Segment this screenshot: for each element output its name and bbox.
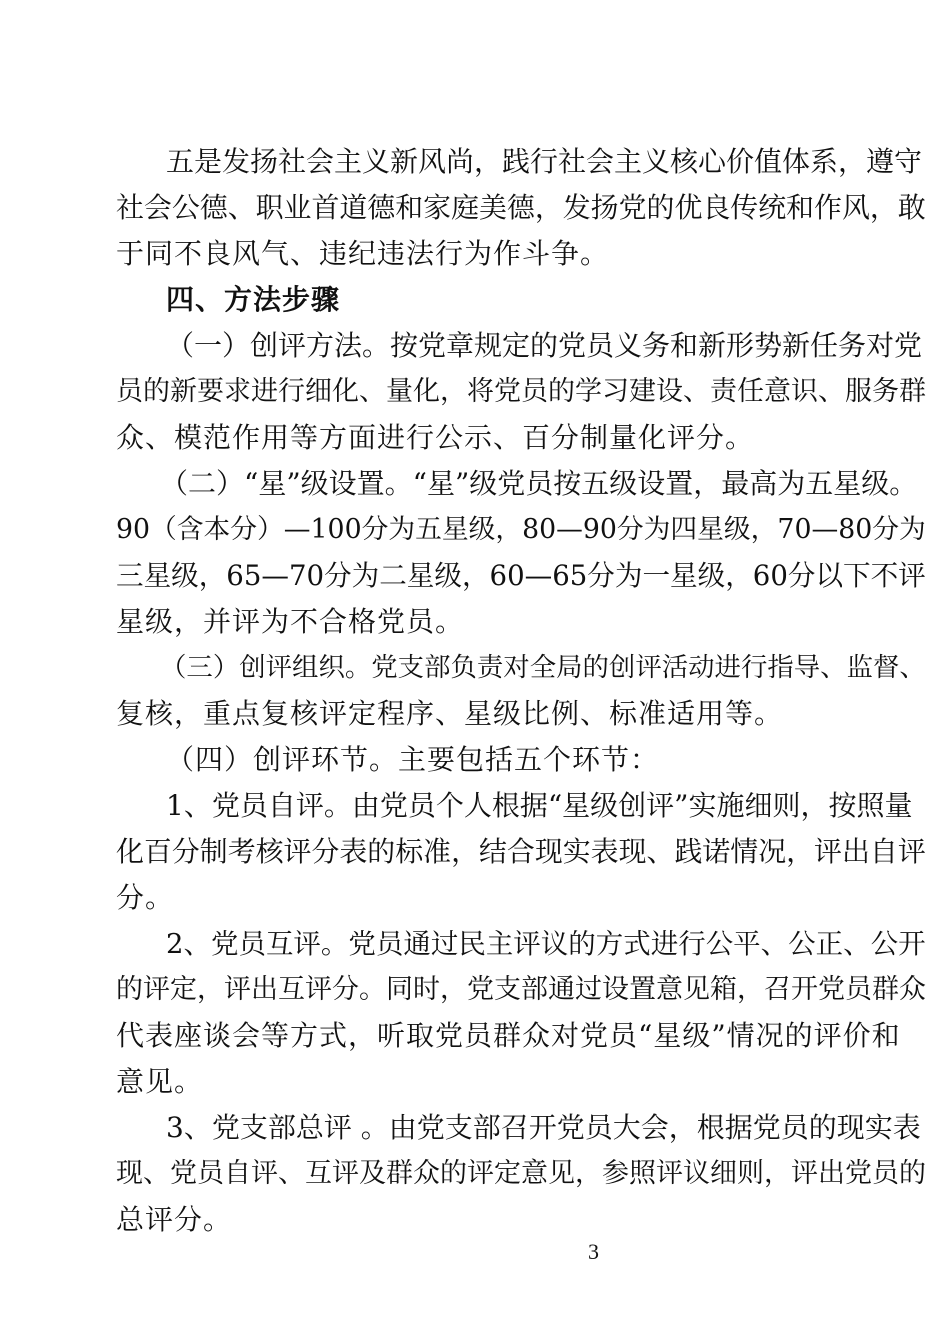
paragraph-line: 化百分制考核评分表的标准，结合现实表现、践诺情况，评出自评 (116, 835, 926, 868)
paragraph-line: 复核，重点复核评定程序、星级比例、标准适用等。 (116, 697, 784, 730)
paragraph-line: 星级，并评为不合格党员。 (116, 605, 465, 638)
paragraph-line: 1、党员自评。由党员个人根据“星级创评”实施细则，按照量 (166, 789, 913, 822)
paragraph-line: 的评定，评出互评分。同时，党支部通过设置意见箱，召开党员群众 (116, 974, 926, 1005)
section-heading: 四、方法步骤 (166, 283, 341, 316)
paragraph-line: （四）创评环节。主要包括五个环节： (166, 743, 660, 776)
paragraph-line: 员的新要求进行细化、量化，将党员的学习建设、责任意识、服务群 (116, 376, 926, 407)
paragraph-line: 分。 (116, 881, 175, 914)
paragraph-line: 于同不良风气、违纪违法行为作斗争。 (116, 237, 610, 270)
paragraph-line: 五是发扬社会主义新风尚，践行社会主义核心价值体系，遵守 (166, 145, 923, 178)
paragraph-line: 社会公德、职业首道德和家庭美德，发扬党的优良传统和作风，敢 (116, 191, 926, 224)
paragraph-line: （二）“星”级设置。“星”级党员按五级设置，最高为五星级。 (160, 467, 918, 500)
paragraph-line: 3、党支部总评 。由党支部召开党员大会，根据党员的现实表 (166, 1111, 921, 1144)
paragraph-line: 2、党员互评。党员通过民主评议的方式进行公平、公正、公开 (166, 928, 926, 960)
paragraph-line: （一）创评方法。按党章规定的党员义务和新形势新任务对党 (166, 329, 923, 362)
page-number: 3 (588, 1239, 599, 1264)
paragraph-line: 代表座谈会等方式，听取党员群众对党员“星级”情况的评价和 (116, 1019, 901, 1052)
paragraph-line: 众、模范作用等方面进行公示、百分制量化评分。 (116, 421, 755, 454)
paragraph-line: 现、党员自评、互评及群众的评定意见，参照评议细则，评出党员的 (116, 1158, 926, 1189)
paragraph-line: 意见。 (116, 1065, 204, 1098)
paragraph-line: 总评分。 (116, 1203, 233, 1236)
paragraph-line: （三）创评组织。党支部负责对全局的创评活动进行指导、监督、 (160, 652, 926, 683)
paragraph-line: 90（含本分）—100分为五星级，80—90分为四星级，70—80分为 (116, 514, 926, 545)
paragraph-line: 三星级，65—70分为二星级，60—65分为一星级，60分以下不评 (116, 559, 926, 592)
